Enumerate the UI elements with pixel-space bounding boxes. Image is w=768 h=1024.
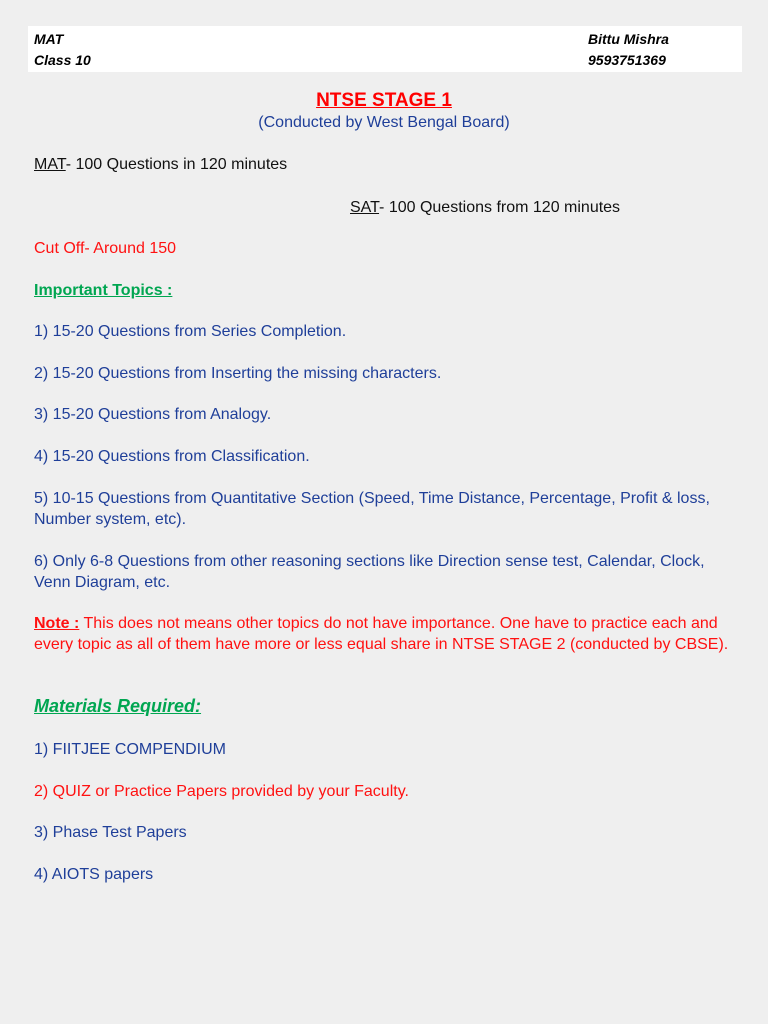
sat-line — [350, 197, 620, 218]
sat-label: SAT — [350, 199, 380, 216]
page-subtitle: (Conducted by West Bengal Board) — [258, 114, 510, 131]
materials-heading: Materials Required: — [34, 696, 202, 716]
important-topics-heading: Important Topics : — [34, 282, 173, 299]
page-title: NTSE STAGE 1 — [316, 90, 452, 111]
topic-item-5: 5) 10-15 Questions from Quantitative Section (Speed, Time Distance, Percentage, Profit & loss, Number system, etc). — [34, 490, 710, 528]
material-item-4: 4) AIOTS papers — [34, 866, 154, 883]
topic-item-1: 1) 15-20 Questions from Series Completion. — [34, 323, 347, 340]
material-item-3: 3) Phase Test Papers — [34, 824, 187, 841]
header-subject: MAT — [34, 31, 64, 47]
mat-text: - 100 Questions in 120 minutes — [65, 156, 288, 173]
topic-item-6: 6) Only 6-8 Questions from other reasoning sections like Direction sense test, Calendar, Clock, Venn Diagram, etc. — [34, 553, 705, 591]
header-phone: 9593751369 — [588, 52, 666, 68]
topic-item-4: 4) 15-20 Questions from Classification. — [34, 448, 310, 465]
mat-label: MAT — [34, 156, 66, 173]
material-item-2: 2) QUIZ or Practice Papers provided by your Faculty. — [34, 783, 409, 800]
header-author: Bittu Mishra — [588, 31, 669, 47]
topic-item-3: 3) 15-20 Questions from Analogy. — [34, 406, 272, 423]
mat-line — [34, 154, 287, 175]
header-class: Class 10 — [34, 52, 91, 68]
note-label: Note : — [34, 615, 80, 632]
sat-text: - 100 Questions from 120 minutes — [379, 199, 621, 216]
note-text: This does not means other topics do not have importance. One have to practice each and every topic as all of them have more or less equal share in NTSE STAGE 2 (conducted by CBSE). — [34, 615, 729, 653]
cutoff-text: Cut Off- Around 150 — [34, 240, 177, 257]
topic-item-2: 2) 15-20 Questions from Inserting the missing characters. — [34, 365, 442, 382]
note-paragraph — [34, 613, 744, 655]
material-item-1: 1) FIITJEE COMPENDIUM — [34, 741, 227, 758]
